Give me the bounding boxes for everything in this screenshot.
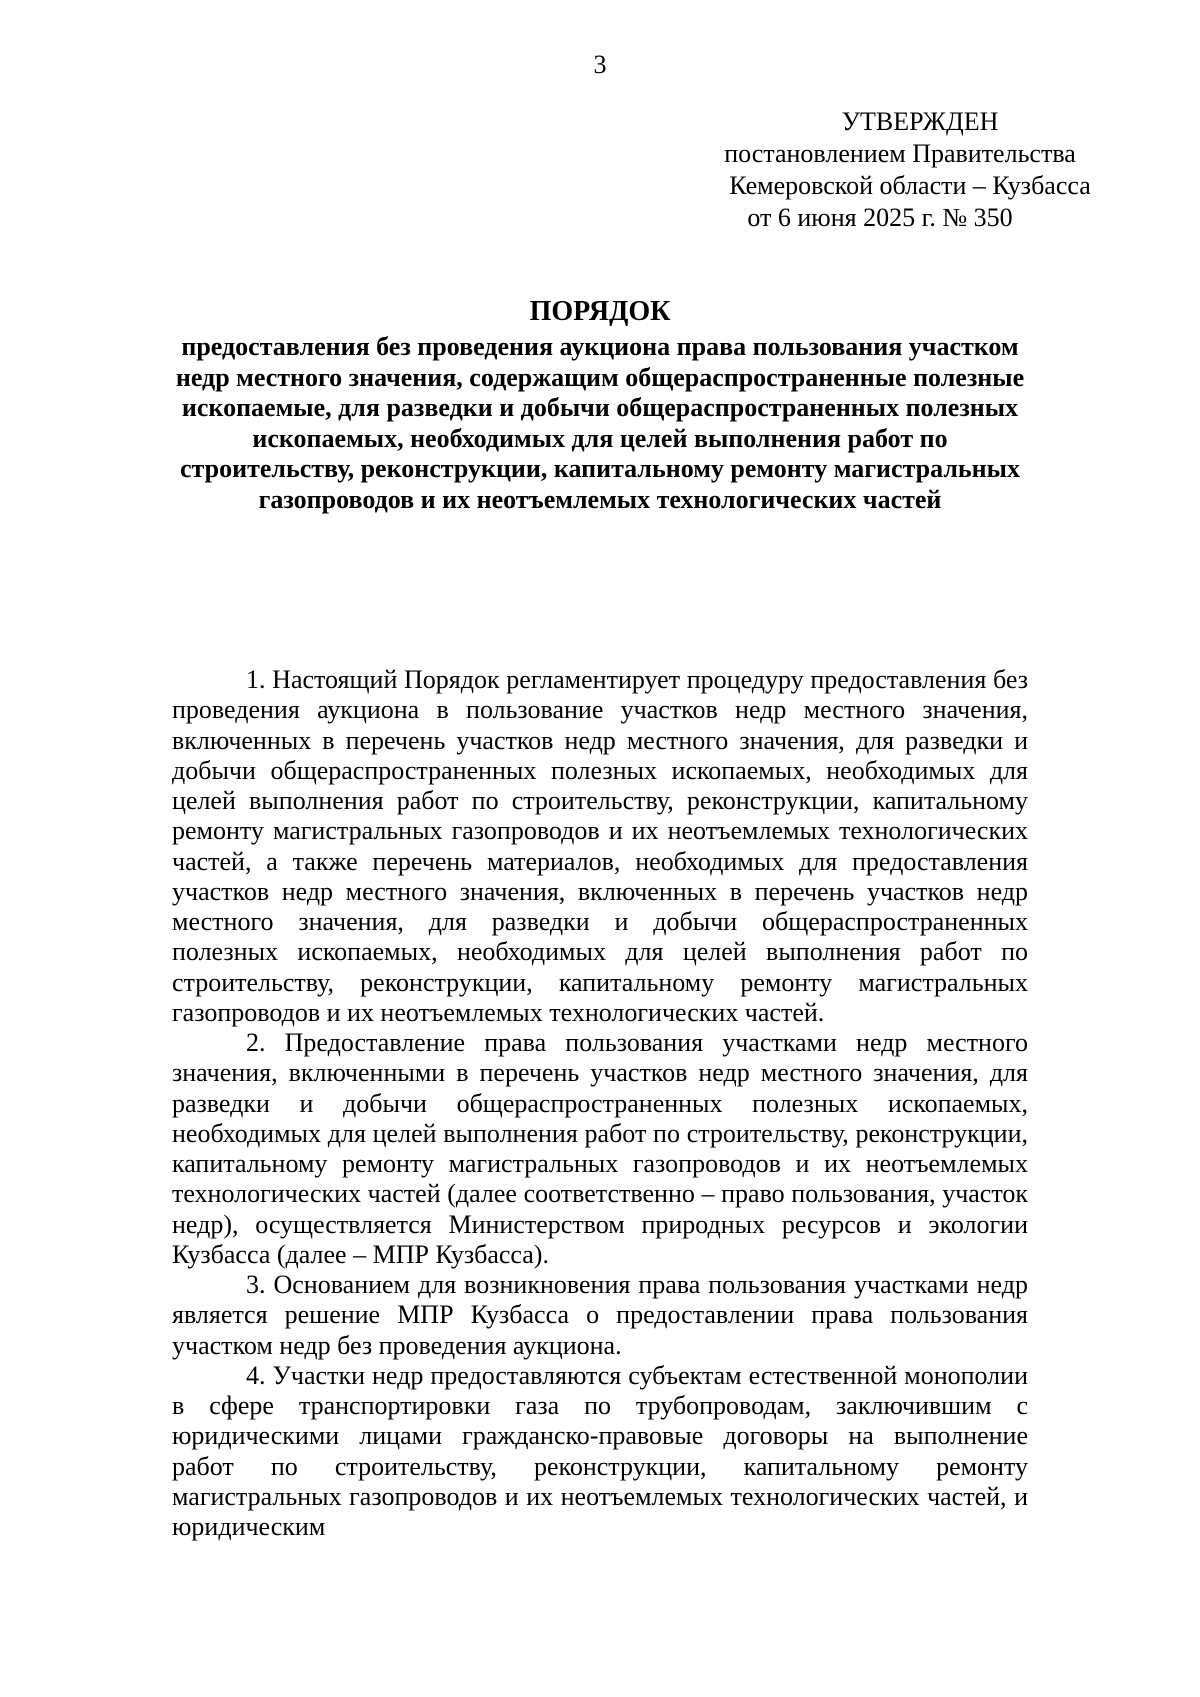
approval-line-decree: постановлением Правительства: [724, 139, 1076, 168]
document-title-block: [172, 292, 1028, 515]
paragraph-3: 3. Основанием для возникновения права пользования участками недр является решение МПР Кузбасса о предоставлении права пользования участком недр без проведения аукциона.: [172, 1270, 1028, 1360]
document-title: ПОРЯДОК: [529, 296, 671, 327]
approval-stamp-block: [680, 106, 1120, 234]
page-number: 3: [593, 50, 607, 79]
approval-line-date: от 6 июня 2025 г. № 350: [747, 203, 1013, 232]
approval-line-region: Кемеровской области – Кузбасса: [729, 171, 1091, 200]
document-body: [172, 665, 1028, 1542]
paragraph-4: 4. Участки недр предоставляются субъектам естественной монополии в сфере транспортировки газа по трубопроводам, заключившим с юридическими лицами гражданско-правовые договоры на выполнение работ по строительству, реконструкции, капитальному ремонту магистральных газопроводов и их неотъемлемых технологических частей, и юридическим: [172, 1360, 1028, 1541]
approval-title: УТВЕРЖДЕН: [841, 107, 999, 136]
paragraph-1: 1. Настоящий Порядок регламентирует процедуру предоставления без проведения аукциона в пользование участков недр местного значения, включенных в перечень участков недр местного значения, для разведки и добычи общераспространенных полезных ископаемых, необходимых для целей выполнения работ по строительству, реконструкции, капитальному ремонту магистральных газопроводов и их неотъемлемых технологических частей, а также перечень материалов, необходимых для предоставления участков недр местного значения, включенных в перечень участков недр местного значения, для разведки и добычи общераспространенных полезных ископаемых, необходимых для целей выполнения работ по строительству, реконструкции, капитальному ремонту магистральных газопроводов и их неотъемлемых технологических частей.: [172, 665, 1028, 1027]
paragraph-2: 2. Предоставление права пользования участками недр местного значения, включенными в перечень участков недр местного значения, для разведки и добычи общераспространенных полезных ископаемых, необходимых для целей выполнения работ по строительству, реконструкции, капитальному ремонту магистральных газопроводов и их неотъемлемых технологических частей (далее соответственно – право пользования, участок недр), осуществляется Министерством природных ресурсов и экологии Кузбасса (далее – МПР Кузбасса).: [172, 1028, 1028, 1269]
document-subtitle: предоставления без проведения аукциона права пользования участком недр местного значения, содержащим общераспространенные полезные ископаемые, для разведки и добычи общераспространенных полезных ископаемых, необходимых для целей выполнения работ по строительству, реконструкции, капитальному ремонту магистральных газопроводов и их неотъемлемых технологических частей: [175, 332, 1025, 514]
